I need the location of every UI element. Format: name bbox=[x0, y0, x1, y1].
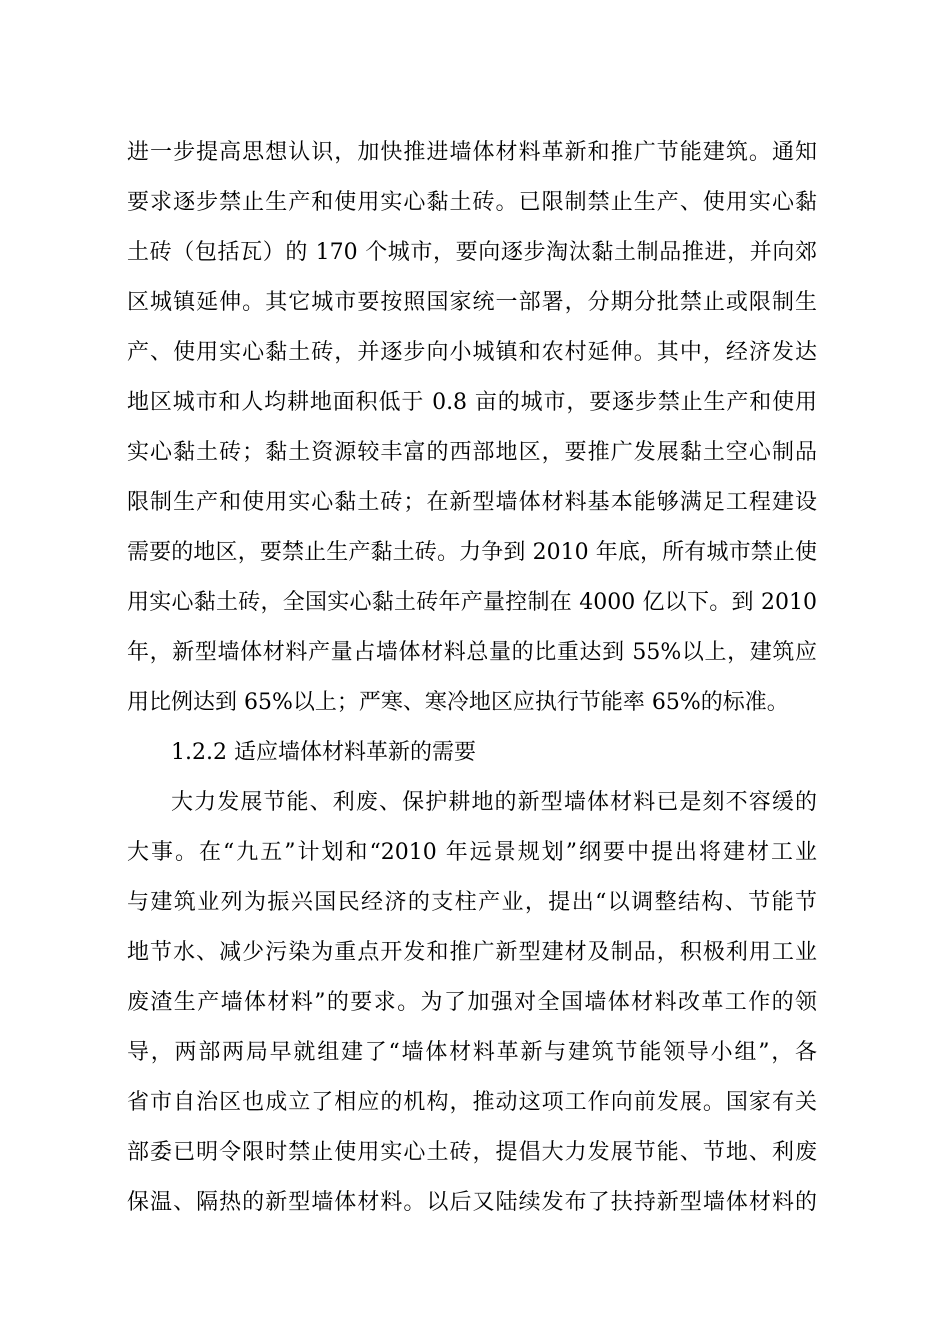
paragraph bbox=[127, 128, 817, 728]
text-line: 土砖（包括瓦）的 170 个城市，要向逐步淘汰黏土制品推进，并向郊 bbox=[127, 240, 817, 265]
text-line: 实心黏土砖；黏土资源较丰富的西部地区，要推广发展黏土空心制品 bbox=[127, 440, 817, 465]
text-line: 限制生产和使用实心黏土砖；在新型墙体材料基本能够满足工程建设 bbox=[127, 490, 817, 515]
document-body bbox=[127, 128, 817, 1228]
text-line: 省市自治区也成立了相应的机构，推动这项工作向前发展。国家有关 bbox=[127, 1090, 817, 1115]
text-line: 要求逐步禁止生产和使用实心黏土砖。已限制禁止生产、使用实心黏 bbox=[127, 190, 817, 215]
text-line: 产、使用实心黏土砖，并逐步向小城镇和农村延伸。其中，经济发达 bbox=[127, 340, 817, 365]
text-line: 地区城市和人均耕地面积低于 0.8 亩的城市，要逐步禁止生产和使用 bbox=[127, 390, 817, 415]
text-line: 1.2.2 适应墙体材料革新的需要 bbox=[171, 740, 476, 765]
text-line: 导，两部两局早就组建了“墙体材料革新与建筑节能领导小组”，各 bbox=[127, 1040, 817, 1065]
text-line: 年，新型墙体材料产量占墙体材料总量的比重达到 55%以上，建筑应 bbox=[127, 640, 817, 665]
text-line: 与建筑业列为振兴国民经济的支柱产业，提出“以调整结构、节能节 bbox=[127, 890, 817, 915]
text-line: 需要的地区，要禁止生产黏土砖。力争到 2010 年底，所有城市禁止使 bbox=[127, 540, 817, 565]
text-line: 区城镇延伸。其它城市要按照国家统一部署，分期分批禁止或限制生 bbox=[127, 290, 817, 315]
text-line: 保温、隔热的新型墙体材料。以后又陆续发布了扶持新型墙体材料的 bbox=[127, 1190, 817, 1215]
section-heading bbox=[127, 728, 817, 778]
paragraph bbox=[127, 778, 817, 1228]
text-line: 部委已明令限时禁止使用实心土砖，提倡大力发展节能、节地、利废 bbox=[127, 1140, 817, 1165]
text-line: 地节水、减少污染为重点开发和推广新型建材及制品，积极利用工业 bbox=[127, 940, 817, 965]
text-line: 大力发展节能、利废、保护耕地的新型墙体材料已是刻不容缓的 bbox=[171, 790, 817, 815]
text-line: 用比例达到 65%以上；严寒、寒冷地区应执行节能率 65%的标准。 bbox=[127, 690, 789, 715]
text-line: 废渣生产墙体材料”的要求。为了加强对全国墙体材料改革工作的领 bbox=[127, 990, 817, 1015]
text-line: 用实心黏土砖，全国实心黏土砖年产量控制在 4000 亿以下。到 2010 bbox=[127, 590, 817, 615]
text-line: 大事。在“九五”计划和“2010 年远景规划”纲要中提出将建材工业 bbox=[127, 840, 817, 865]
text-line: 进一步提高思想认识，加快推进墙体材料革新和推广节能建筑。通知 bbox=[127, 140, 817, 165]
